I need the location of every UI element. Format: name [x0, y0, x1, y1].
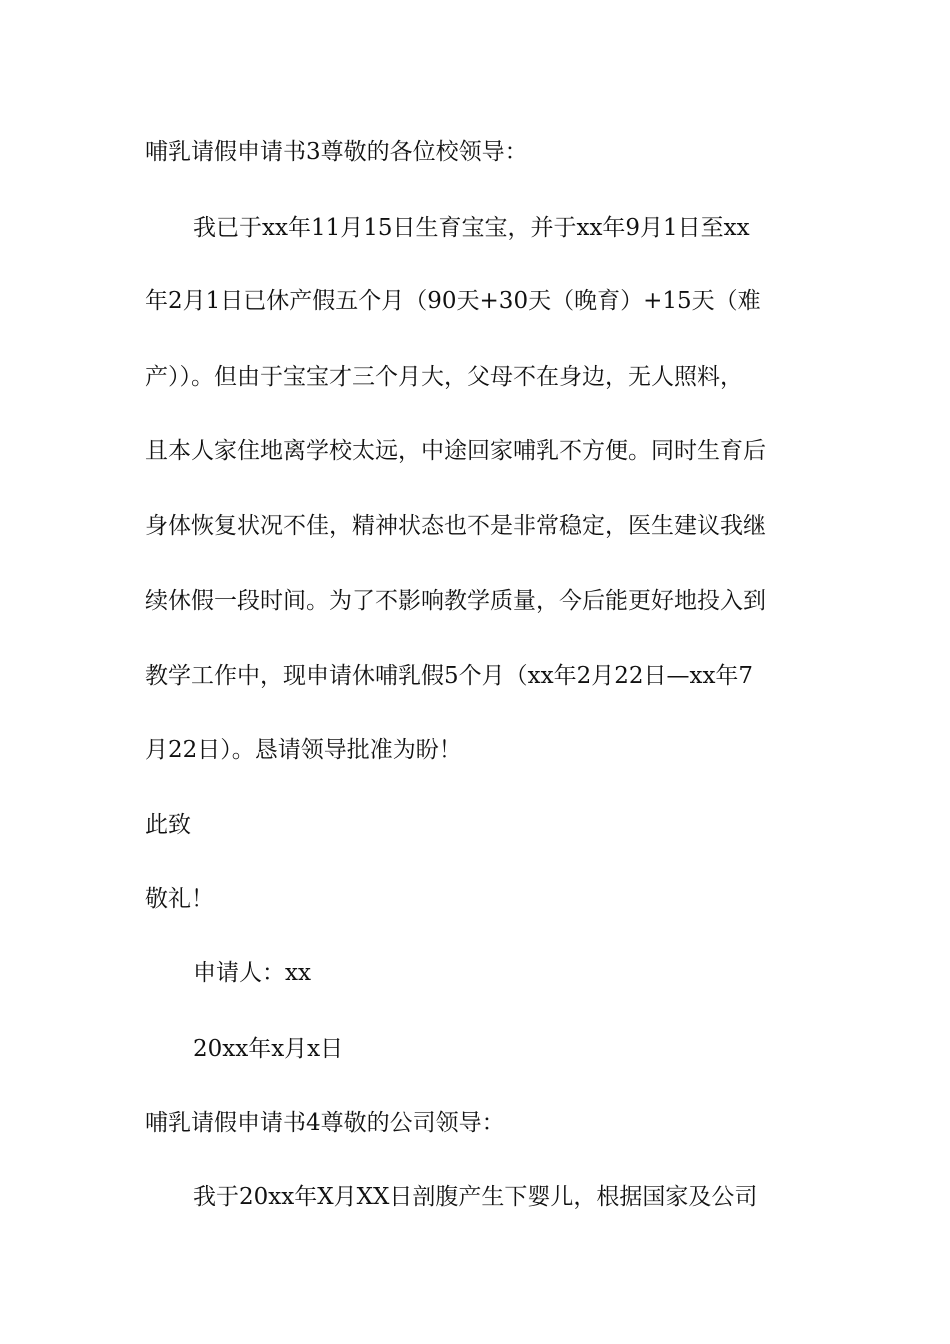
letter-3-body-line-5: 身体恢复状况不佳，精神状态也不是非常稳定，医生建议我继 [145, 513, 766, 539]
closing-salutation: 此致 [145, 812, 191, 838]
applicant-signature: 申请人：xx [193, 960, 311, 986]
letter-3-body-line-8: 月22日）。恳请领导批准为盼！ [145, 737, 462, 763]
closing-regards: 敬礼！ [145, 886, 214, 912]
letter-4-body-line-1: 我于20xx年X月XX日剖腹产生下婴儿，根据国家及公司 [193, 1184, 758, 1210]
letter-3-body-line-3: 产））。但由于宝宝才三个月大，父母不在身边，无人照料， [145, 364, 743, 390]
signature-date: 20xx年x月x日 [193, 1036, 344, 1062]
letter-3-body-line-4: 且本人家住地离学校太远，中途回家哺乳不方便。同时生育后 [145, 438, 766, 464]
letter-3-body-line-6: 续休假一段时间。为了不影响教学质量，今后能更好地投入到 [145, 588, 766, 614]
letter-4-title: 哺乳请假申请书4尊敬的公司领导： [145, 1110, 505, 1136]
letter-3-body-line-7: 教学工作中，现申请休哺乳假5个月（xx年2月22日—xx年7 [145, 663, 754, 689]
letter-3-body-line-2: 年2月1日已休产假五个月（90天+30天（晚育）+15天（难 [145, 288, 761, 314]
letter-3-body-line-1: 我已于xx年11月15日生育宝宝，并于xx年9月1日至xx [193, 215, 750, 241]
letter-3-title: 哺乳请假申请书3尊敬的各位校领导： [145, 139, 528, 165]
